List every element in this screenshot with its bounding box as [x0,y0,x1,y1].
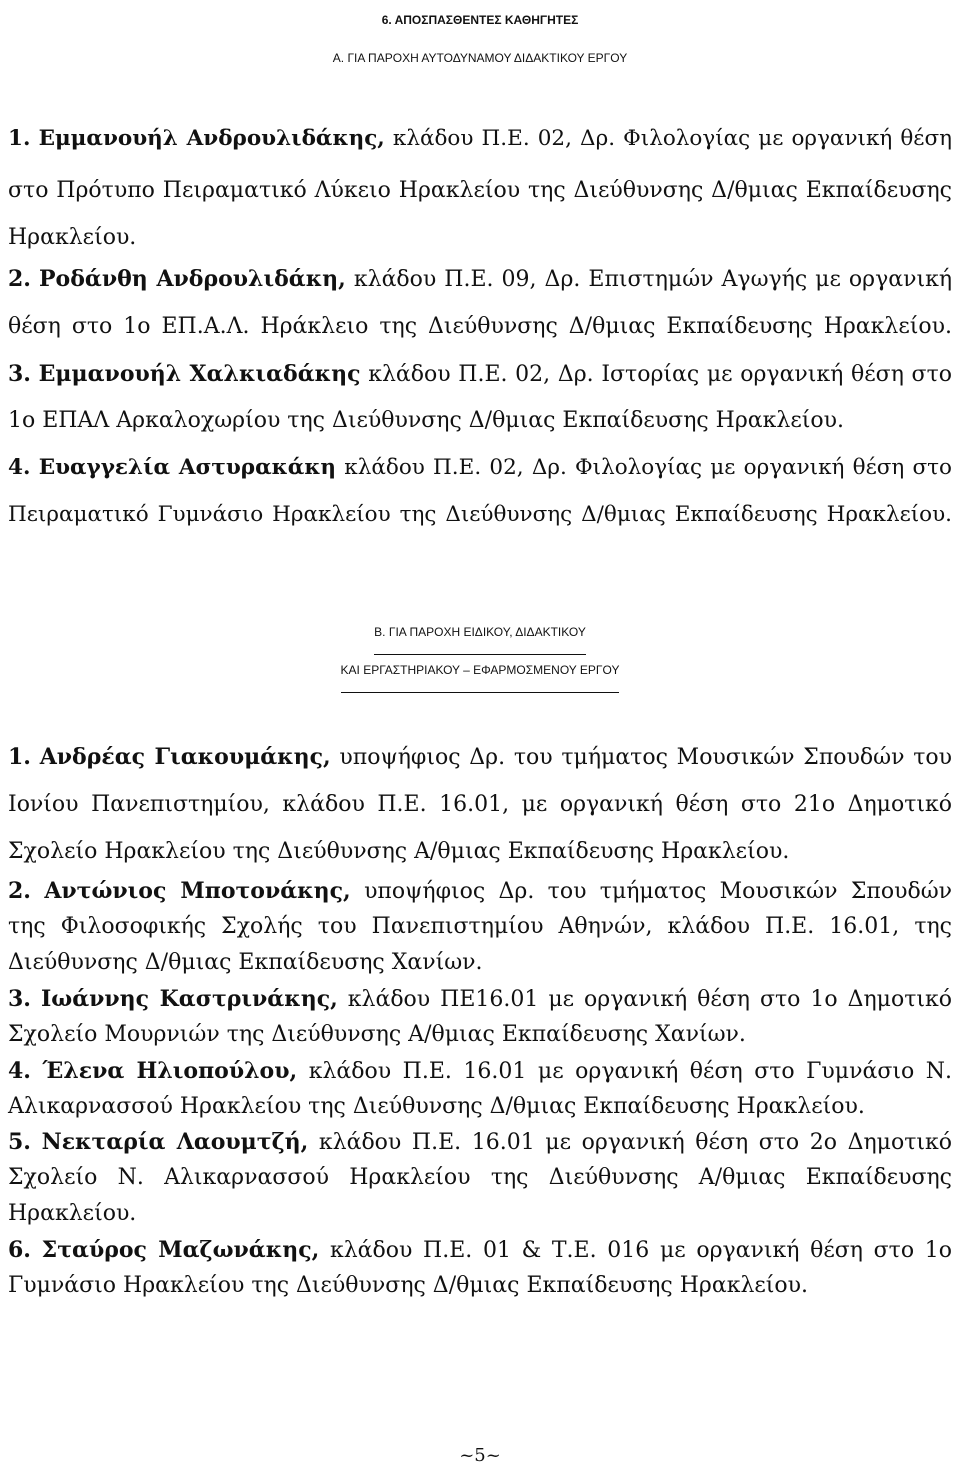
item-text: κλάδου Π.Ε. 02, Δρ. Φιλολογίας με οργανική θέση [392,126,952,151]
item-number: 3. [8,986,31,1012]
item-text: Σχολείο Ηρακλείου της Διεύθυνσης Α/θμιας Εκπαίδευσης Ηρακλείου. [8,839,790,864]
list-item [8,1056,952,1087]
list-item-continuation [8,406,952,436]
page-number: ~5~ [459,1445,501,1466]
list-item-continuation [8,948,952,978]
person-name: Σταύρος Μαζωνάκης, [41,1237,320,1263]
list-item [8,876,952,907]
list-item-continuation [8,1092,952,1122]
item-text: Ιονίου Πανεπιστημίου, κλάδου Π.Ε. 16.01, με οργανική θέση στο 21ο Δημοτικό [8,792,952,817]
list-item [8,453,952,483]
list-item [8,1235,952,1266]
list-item-continuation [8,1020,952,1050]
item-number: 2. [8,878,31,904]
list-item-continuation [8,1163,952,1193]
person-name: Έλενα Ηλιοπούλου, [42,1058,298,1084]
item-text: της Φιλοσοφικής Σχολής του Πανεπιστημίου Αθηνών, κλάδου Π.Ε. 16.01, της [8,914,952,939]
person-name: Εμμανουήλ Ανδρουλιδάκης, [38,126,385,151]
list-item-continuation [8,837,952,867]
part-b-title-line-1: Β. ΓΙΑ ΠΑΡΟΧΗ ΕΙΔΙΚΟΥ, ΔΙΔΑΚΤΙΚΟΥ [0,612,960,655]
list-item [8,984,952,1015]
person-name: Εμμανουήλ Χαλκιαδάκης [38,361,361,387]
list-item-continuation [8,176,952,206]
item-text: κλάδου Π.Ε. 16.01 με οργανική θέση στο 2ο Δημοτικό [318,1130,952,1155]
item-number: 4. [8,455,31,480]
item-text: Διεύθυνσης Δ/θμιας Εκπαίδευσης Χανίων. [8,950,483,975]
item-text: Ηρακλείου. [8,1201,137,1226]
part-a-title: Α. ΓΙΑ ΠΑΡΟΧΗ ΑΥΤΟΔΥΝΑΜΟΥ ΔΙΔΑΚΤΙΚΟΥ ΕΡΓΟΥ [332,51,628,65]
list-item-continuation [8,1271,952,1301]
person-name: Ανδρέας Γιακουμάκης, [39,744,331,770]
item-text: 1ο ΕΠΑΛ Αρκαλοχωρίου της Διεύθυνσης Δ/θμιας Εκπαίδευσης Ηρακλείου. [8,408,844,433]
person-name: Ευαγγελία Αστυρακάκη [38,455,337,480]
item-number: 4. [8,1058,31,1084]
list-item-continuation [8,912,952,942]
list-item [8,742,952,773]
list-item [8,1127,952,1158]
item-text: κλάδου Π.Ε. 16.01 με οργανική θέση στο Γυμνάσιο Ν. [308,1059,952,1084]
person-name: Ιωάννης Καστρινάκης, [40,986,338,1012]
list-item-continuation [8,223,952,253]
item-number: 1. [8,126,31,151]
item-text: κλάδου Π.Ε. 02, Δρ. Ιστορίας με οργανική θέση στο [368,362,952,387]
item-text: Αλικαρνασσού Ηρακλείου της Διεύθυνσης Δ/θμιας Εκπαίδευσης Ηρακλείου. [8,1094,865,1119]
list-item-continuation [8,312,952,342]
item-number: 1. [8,744,31,770]
list-item-continuation [8,500,952,530]
item-text: Σχολείο Μουρνιών της Διεύθυνσης Α/θμιας Εκπαίδευσης Χανίων. [8,1022,746,1047]
item-number: 5. [8,1129,31,1155]
item-text: Γυμνάσιο Ηρακλείου της Διεύθυνσης Δ/θμιας Εκπαίδευσης Ηρακλείου. [8,1273,809,1298]
item-text: Σχολείο Ν. Αλικαρνασσού Ηρακλείου της Διεύθυνσης Α/θμιας Εκπαίδευσης [8,1165,952,1190]
item-number: 6. [8,1237,31,1263]
person-name: Ροδάνθη Ανδρουλιδάκη, [39,266,346,292]
item-text: Ηρακλείου. [8,225,137,250]
list-item [8,264,952,295]
part-b-title-line-2: ΚΑΙ ΕΡΓΑΣΤΗΡΙΑΚΟΥ – ΕΦΑΡΜΟΣΜΕΝΟΥ ΕΡΓΟΥ [0,650,960,693]
section-title: 6. ΑΠΟΣΠΑΣΘΕΝΤΕΣ ΚΑΘΗΓΗΤΕΣ [381,13,579,27]
list-item [8,359,952,390]
list-item-continuation [8,1199,952,1229]
item-text: κλάδου Π.Ε. 01 & Τ.Ε. 016 με οργανική θέση στο 1ο [329,1238,952,1263]
item-text: κλάδου Π.Ε. 09, Δρ. Επιστημών Αγωγής με οργανική [353,267,953,292]
person-name: Νεκταρία Λαουμτζή, [41,1129,309,1155]
item-number: 3. [8,361,31,387]
list-item-continuation [8,790,952,820]
list-item [8,124,952,154]
item-text: κλάδου Π.Ε. 02, Δρ. Φιλολογίας με οργανική θέση στο [344,455,953,480]
item-text: υποψήφιος Δρ. του τμήματος Μουσικών Σπουδών [364,879,953,904]
person-name: Αντώνιος Μποτονάκης, [44,878,351,904]
item-text: στο Πρότυπο Πειραματικό Λύκειο Ηρακλείου της Διεύθυνσης Δ/θμιας Εκπαίδευσης [8,178,952,203]
item-text: Πειραματικό Γυμνάσιο Ηρακλείου της Διεύθυνσης Δ/θμιας Εκπαίδευσης Ηρακλείου. [8,502,952,527]
item-text: κλάδου ΠΕ16.01 με οργανική θέση στο 1ο Δημοτικό [347,987,952,1012]
item-number: 2. [8,266,31,292]
item-text: υποψήφιος Δρ. του τμήματος Μουσικών Σπουδών του [339,745,952,770]
item-text: θέση στο 1ο ΕΠ.Α.Λ. Ηράκλειο της Διεύθυνσης Δ/θμιας Εκπαίδευσης Ηρακλείου. [8,314,952,339]
